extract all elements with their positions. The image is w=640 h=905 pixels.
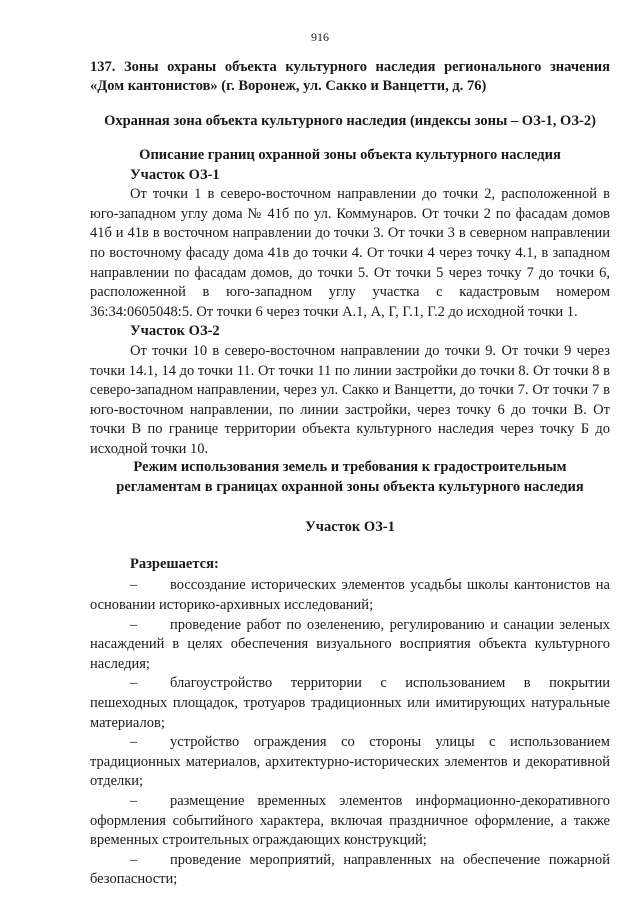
oz2-label: Участок ОЗ-2 xyxy=(130,323,220,340)
page-number: 916 xyxy=(311,30,329,44)
list-item xyxy=(90,576,610,615)
list-item-text: проведение работ по озеленению, регулированию и санации зеленых насаждений в целях обеспечения визуального восприятия объекта культурного наследия; xyxy=(90,616,610,672)
regime-heading-line1: Режим использования земель и требования к градостроительным xyxy=(133,459,567,475)
list-item xyxy=(90,616,610,675)
dash-marker: – xyxy=(130,734,138,751)
list-item xyxy=(90,792,610,851)
dash-marker: – xyxy=(130,675,138,692)
list-item xyxy=(90,674,610,733)
list-item-text: проведение мероприятий, направленных на обеспечение пожарной безопасности; xyxy=(90,851,610,888)
dash-marker: – xyxy=(130,616,138,633)
list-item-text: устройство ограждения со стороны улицы с использованием традиционных материалов, архитектурно-исторических элементов и декоративной отделки; xyxy=(90,734,610,790)
zone-heading: Охранная зона объекта культурного наследия (индексы зоны – ОЗ-1, ОЗ-2) xyxy=(104,113,596,129)
document-title: 137. Зоны охраны объекта культурного наследия регионального значения «Дом кантонистов» (г. Воронеж, ул. Сакко и Ванцетти, д. 76) xyxy=(90,59,610,94)
regime-heading-line2: регламентам в границах охранной зоны объекта культурного наследия xyxy=(116,478,584,495)
regime-section-label: Участок ОЗ-1 xyxy=(305,519,395,536)
dash-marker: – xyxy=(130,851,138,868)
dash-marker: – xyxy=(130,577,138,594)
description-heading: Описание границ охранной зоны объекта культурного наследия xyxy=(139,147,561,163)
list-item xyxy=(90,851,610,890)
list-item-text: воссоздание исторических элементов усадьбы школы кантонистов на основании историко-архивных исследований; xyxy=(90,577,610,613)
dash-marker: – xyxy=(130,792,138,809)
allowed-label: Разрешается: xyxy=(130,555,219,572)
oz2-text: От точки 10 в северо-восточном направлении до точки 9. От точки 9 через точки 14.1, 14 до точки 11. От точки 11 по линии застройки до точки 8. От точки 8 в северо-западном направлении, через ул. Сакко и Ванцетти, до точки 7. От точки 7 в юго-восточном направлении, по линии застройки, через точку 6 до точки В. От точки В по границе территории объекта культурного наследия через точку Б до исходной точки 10. xyxy=(90,342,610,457)
oz1-label: Участок ОЗ-1 xyxy=(130,166,220,183)
list-item xyxy=(90,733,610,792)
list-item-text: размещение временных элементов информационно-декоративного оформления событийного характера, включая праздничное оформление, а также временных строительных ограждающих конструкций; xyxy=(90,792,610,849)
boundary-description xyxy=(90,146,610,460)
list-item-text: благоустройство территории с использованием в покрытии пешеходных площадок, тротуаров традиционных или имитирующих натуральные материалов; xyxy=(90,675,610,731)
regime-section xyxy=(90,458,610,890)
oz1-text: От точки 1 в северо-восточном направлении до точки 2, расположенной в юго-западном углу дома № 41б по ул. Коммунаров. От точки 2 по фасадам домов 41б и 41в в восточном направлении до точки 3. От точки 3 в северном направлении по восточному фасаду дома 41в до точки 4. От точки 4 через точку 4.1, в западном направлении по фасадам домов, до точки 5. От точки 5 через точку 7 до точки 6, расположенной в юго-западном углу участка с кадастровым номером 36:34:0605048:5. От точки 6 через точки А.1, А, Г, Г.1, Г.2 до исходной точки 1. xyxy=(90,186,610,320)
